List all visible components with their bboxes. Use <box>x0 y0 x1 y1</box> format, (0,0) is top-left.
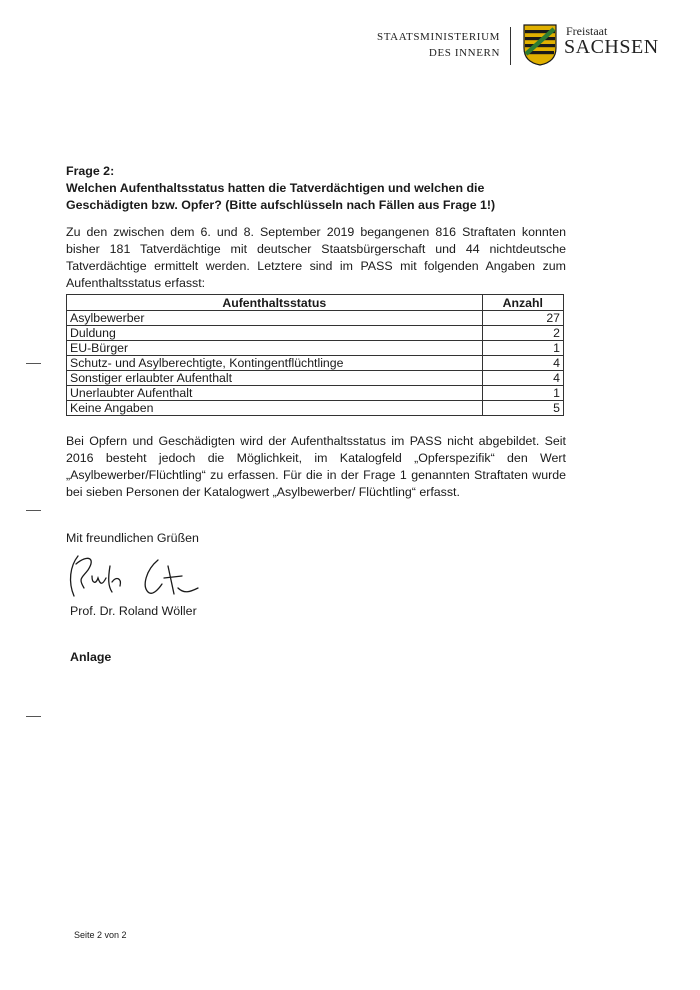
handwritten-signature <box>66 548 216 606</box>
table-header-row <box>67 295 564 311</box>
count-cell: 2 <box>482 326 564 341</box>
fold-mark <box>26 510 41 511</box>
ministry-line-2: DES INNERN <box>428 47 500 59</box>
table-row <box>67 386 564 401</box>
header-status: Aufenthaltsstatus <box>67 295 483 311</box>
table-row <box>67 356 564 371</box>
status-cell: Duldung <box>67 326 483 341</box>
residence-status-table <box>66 294 564 416</box>
count-cell: 1 <box>482 386 564 401</box>
fold-mark <box>26 363 41 364</box>
page-number: Seite 2 von 2 <box>74 930 127 940</box>
freistaat-label: Freistaat <box>566 24 608 38</box>
ministry-name <box>300 29 500 61</box>
status-cell: Schutz- und Asylberechtigte, Kontingentflüchtlinge <box>67 356 483 371</box>
count-cell: 4 <box>482 371 564 386</box>
question-block <box>66 163 566 214</box>
status-cell: Unerlaubter Aufenthalt <box>67 386 483 401</box>
table-row <box>67 401 564 416</box>
status-cell: Asylbewerber <box>67 311 483 326</box>
status-cell: Keine Angaben <box>67 401 483 416</box>
table-row <box>67 341 564 356</box>
answer-victims: Bei Opfern und Geschädigten wird der Aufenthaltsstatus im PASS nicht abgebildet. Seit 2016 besteht jedoch die Möglichkeit, im Katalogfeld „Opferspezifik“ den Wert „Asylbewerber/Flüchtling“ zu erfassen. Für die in der Frage 1 genannten Straftaten wurde bei sieben Personen der Katalogwert „Asylbewerber/ Flüchtling“ erfasst. <box>66 434 566 499</box>
ministry-line-1: STAATSMINISTERIUM <box>377 31 500 43</box>
saxony-crest-icon <box>523 24 557 66</box>
status-cell: Sonstiger erlaubter Aufenthalt <box>67 371 483 386</box>
status-cell: EU-Bürger <box>67 341 483 356</box>
closing-greeting: Mit freundlichen Grüßen <box>66 531 199 545</box>
count-cell: 4 <box>482 356 564 371</box>
header-divider <box>510 27 511 65</box>
table-row <box>67 311 564 326</box>
table-row <box>67 326 564 341</box>
question-number: Frage 2: <box>66 164 115 178</box>
fold-mark <box>26 716 41 717</box>
header-count: Anzahl <box>482 295 564 311</box>
attachment-label: Anlage <box>70 650 112 664</box>
count-cell: 1 <box>482 341 564 356</box>
signer-name: Prof. Dr. Roland Wöller <box>70 604 197 618</box>
question-text: Welchen Aufenthaltsstatus hatten die Tatverdächtigen und welchen die Geschädigten bzw. Opfer? (Bitte aufschlüsseln nach Fällen aus Frage 1!) <box>66 181 496 212</box>
table-row <box>67 371 564 386</box>
sachsen-label: SACHSEN <box>564 36 659 58</box>
count-cell: 27 <box>482 311 564 326</box>
count-cell: 5 <box>482 401 564 416</box>
answer-intro: Zu den zwischen dem 6. und 8. September 2019 begangenen 816 Straftaten konnten bisher 181 Tatverdächtige mit deutscher Staatsbürgerschaft und 44 nichtdeutsche Tatverdächtige ermittelt werden. Letztere sind im PASS mit folgenden Angaben zum Aufenthaltsstatus erfasst: <box>66 225 566 290</box>
